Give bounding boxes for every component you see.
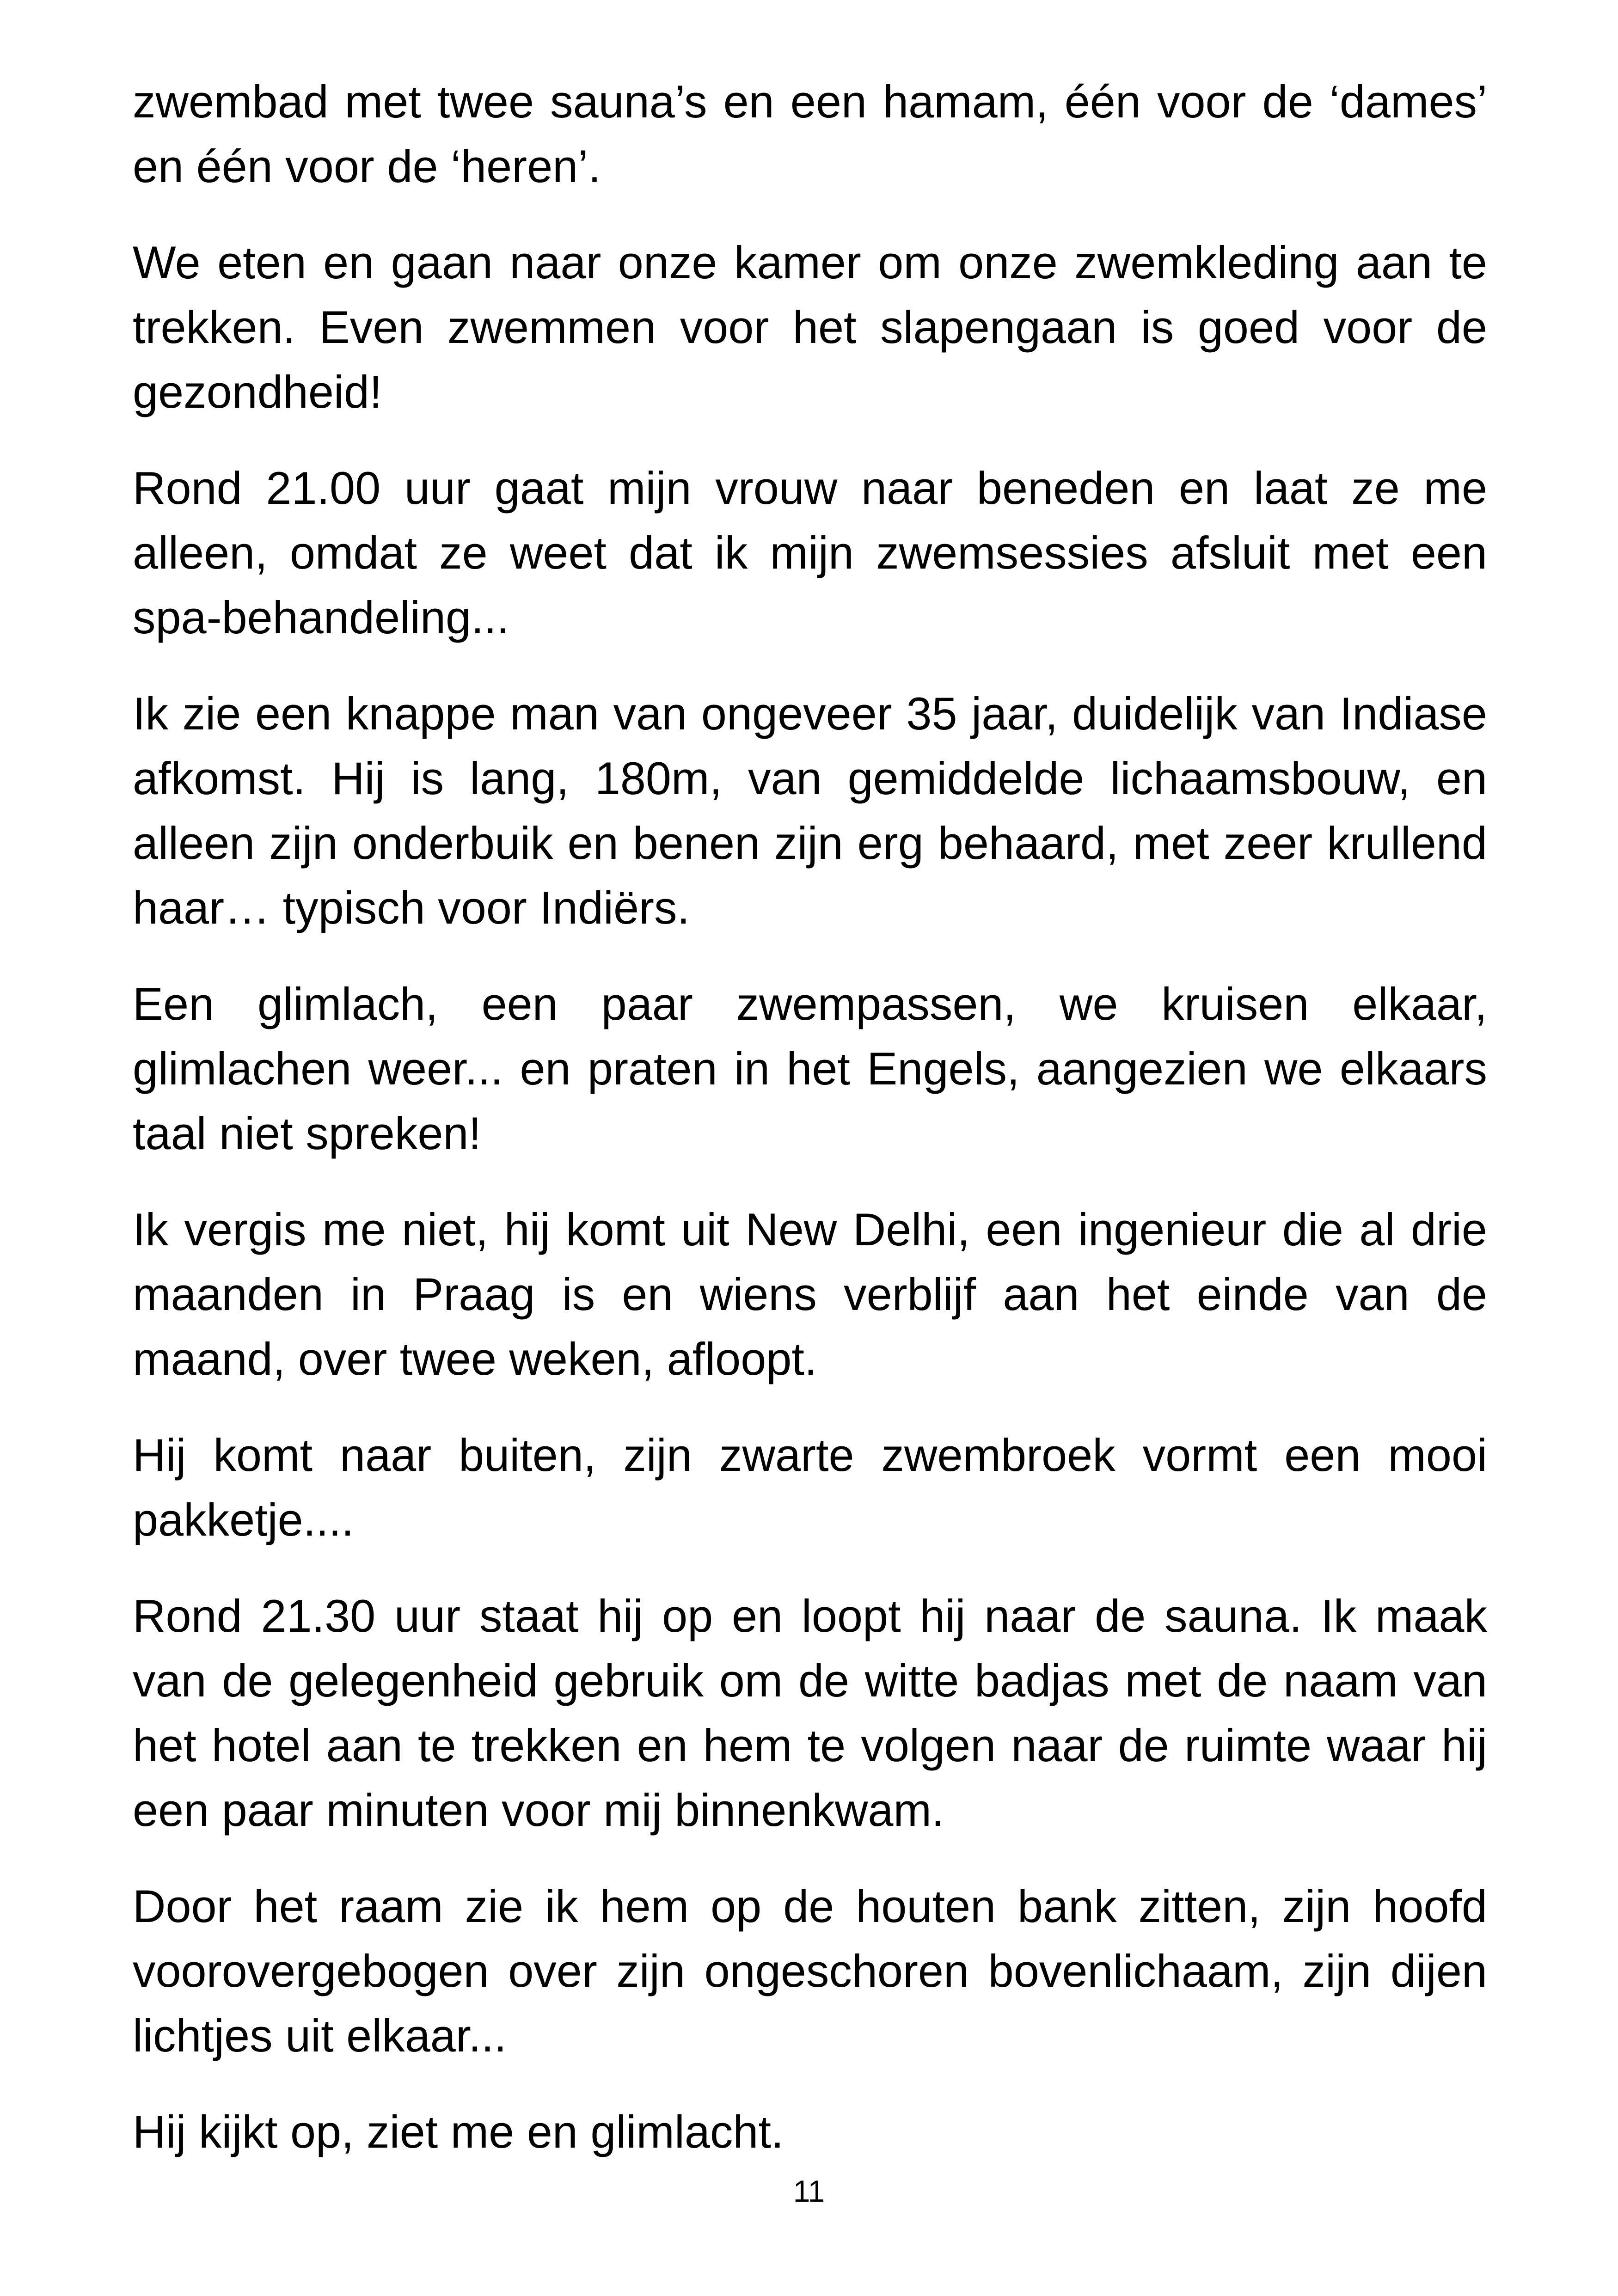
paragraph-7: Hij komt naar buiten, zijn zwarte zwembroek vormt een mooi pakketje....: [133, 1429, 1487, 1545]
body-text: [133, 69, 1487, 2196]
paragraph-6: Ik vergis me niet, hij komt uit New Delhi, een ingenieur die al drie maanden in Praag is en wiens verblijf aan het einde van de maand, over twee weken, afloopt.: [133, 1204, 1487, 1384]
paragraph-9: Door het raam zie ik hem op de houten bank zitten, zijn hoofd voorovergebogen over zijn ongeschoren bovenlichaam, zijn dijen lichtjes uit elkaar...: [133, 1880, 1487, 2061]
page-number: 11: [793, 2174, 825, 2208]
paragraph-5: Een glimlach, een paar zwempassen, we kruisen elkaar, glimlachen weer... en praten in het Engels, aangezien we elkaars taal niet spreken!: [133, 978, 1487, 1159]
paragraph-10: Hij kijkt op, ziet me en glimlacht.: [133, 2106, 784, 2157]
paragraph-4: Ik zie een knappe man van ongeveer 35 jaar, duidelijk van Indiase afkomst. Hij is lang, 180m, van gemiddelde lichaamsbouw, en alleen zijn onderbuik en benen zijn erg behaard, met zeer krullend haar… typisch voor Indiërs.: [133, 688, 1487, 933]
paragraph-1: zwembad met twee sauna’s en een hamam, één voor de ‘dames’ en één voor de ‘heren’.: [133, 76, 1487, 192]
paragraph-8: Rond 21.30 uur staat hij op en loopt hij naar de sauna. Ik maak van de gelegenheid gebruik om de witte badjas met de naam van het hotel aan te trekken en hem te volgen naar de ruimte waar hij een paar minuten voor mij binnenkwam.: [133, 1590, 1487, 1836]
paragraph-2: We eten en gaan naar onze kamer om onze zwemkleding aan te trekken. Even zwemmen voor het slapengaan is goed voor de gezondheid!: [133, 237, 1487, 417]
paragraph-3: Rond 21.00 uur gaat mijn vrouw naar beneden en laat ze me alleen, omdat ze weet dat ik mijn zwemsessies afsluit met een spa-behandeling...: [133, 462, 1487, 643]
